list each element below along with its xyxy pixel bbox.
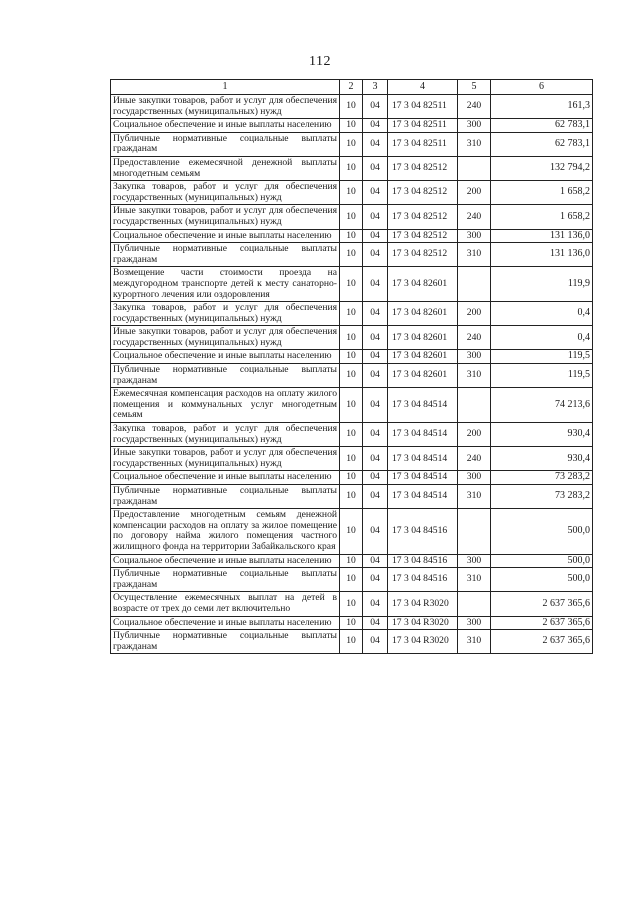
table-row — [111, 243, 593, 267]
row-expense-type — [458, 509, 491, 554]
row-target-code: 17 3 04 82512 — [388, 205, 458, 229]
row-amount: 2 637 365,6 — [491, 616, 593, 630]
row-amount: 1 658,2 — [491, 181, 593, 205]
row-subsection: 04 — [363, 485, 388, 509]
row-target-code: 17 3 04 82511 — [388, 119, 458, 133]
row-target-code: 17 3 04 82511 — [388, 95, 458, 119]
row-expense-type: 300 — [458, 119, 491, 133]
row-subsection: 04 — [363, 95, 388, 119]
row-subsection: 04 — [363, 350, 388, 364]
row-expense-type: 300 — [458, 471, 491, 485]
row-expense-type: 240 — [458, 447, 491, 471]
header-col-2: 2 — [340, 80, 363, 95]
header-row — [111, 80, 593, 95]
row-name: Иные закупки товаров, работ и услуг для обеспечения государственных (муниципальных) нужд — [111, 95, 340, 119]
row-amount: 930,4 — [491, 447, 593, 471]
row-section: 10 — [340, 302, 363, 326]
row-name: Иные закупки товаров, работ и услуг для обеспечения государственных (муниципальных) нужд — [111, 205, 340, 229]
row-name: Социальное обеспечение и иные выплаты населению — [111, 616, 340, 630]
row-expense-type — [458, 156, 491, 180]
row-amount: 131 136,0 — [491, 243, 593, 267]
row-name: Возмещение части стоимости проезда на междугородном транспорте детей к месту санаторно-курортного лечения или оздоровления — [111, 267, 340, 302]
budget-table — [110, 79, 593, 654]
row-amount: 119,5 — [491, 350, 593, 364]
table-row — [111, 447, 593, 471]
table-row — [111, 471, 593, 485]
row-subsection: 04 — [363, 267, 388, 302]
row-amount: 73 283,2 — [491, 471, 593, 485]
row-expense-type: 200 — [458, 423, 491, 447]
row-name: Публичные нормативные социальные выплаты гражданам — [111, 568, 340, 592]
row-name: Публичные нормативные социальные выплаты гражданам — [111, 132, 340, 156]
table-row — [111, 267, 593, 302]
row-expense-type: 310 — [458, 364, 491, 388]
table-row — [111, 485, 593, 509]
row-expense-type: 200 — [458, 302, 491, 326]
table-row — [111, 132, 593, 156]
row-amount: 1 658,2 — [491, 205, 593, 229]
row-section: 10 — [340, 132, 363, 156]
row-name: Публичные нормативные социальные выплаты гражданам — [111, 485, 340, 509]
row-name: Социальное обеспечение и иные выплаты населению — [111, 229, 340, 243]
row-name: Публичные нормативные социальные выплаты гражданам — [111, 630, 340, 654]
row-target-code: 17 3 04 82601 — [388, 350, 458, 364]
row-target-code: 17 3 04 84516 — [388, 509, 458, 554]
row-target-code: 17 3 04 82512 — [388, 243, 458, 267]
row-section: 10 — [340, 95, 363, 119]
table-row — [111, 326, 593, 350]
row-section: 10 — [340, 509, 363, 554]
header-col-3: 3 — [363, 80, 388, 95]
row-subsection: 04 — [363, 471, 388, 485]
row-amount: 62 783,1 — [491, 132, 593, 156]
row-name: Социальное обеспечение и иные выплаты населению — [111, 350, 340, 364]
header-col-1: 1 — [111, 80, 340, 95]
table-row — [111, 302, 593, 326]
row-name: Иные закупки товаров, работ и услуг для обеспечения государственных (муниципальных) нужд — [111, 326, 340, 350]
row-target-code: 17 3 04 84514 — [388, 388, 458, 423]
row-subsection: 04 — [363, 119, 388, 133]
row-target-code: 17 3 04 R3020 — [388, 592, 458, 616]
table-row — [111, 568, 593, 592]
table-header — [111, 80, 593, 95]
row-subsection: 04 — [363, 568, 388, 592]
row-section: 10 — [340, 205, 363, 229]
row-amount: 930,4 — [491, 423, 593, 447]
row-target-code: 17 3 04 84516 — [388, 568, 458, 592]
row-target-code: 17 3 04 R3020 — [388, 630, 458, 654]
row-subsection: 04 — [363, 388, 388, 423]
table-row — [111, 119, 593, 133]
row-target-code: 17 3 04 84514 — [388, 423, 458, 447]
row-expense-type: 310 — [458, 485, 491, 509]
row-subsection: 04 — [363, 616, 388, 630]
row-name: Социальное обеспечение и иные выплаты населению — [111, 554, 340, 568]
row-amount: 119,5 — [491, 364, 593, 388]
row-section: 10 — [340, 616, 363, 630]
row-target-code: 17 3 04 84514 — [388, 485, 458, 509]
row-amount: 500,0 — [491, 568, 593, 592]
row-name: Социальное обеспечение и иные выплаты населению — [111, 119, 340, 133]
row-expense-type: 240 — [458, 95, 491, 119]
row-subsection: 04 — [363, 205, 388, 229]
row-section: 10 — [340, 592, 363, 616]
row-target-code: 17 3 04 82512 — [388, 181, 458, 205]
table-row — [111, 616, 593, 630]
row-expense-type: 310 — [458, 132, 491, 156]
row-subsection: 04 — [363, 592, 388, 616]
row-amount: 2 637 365,6 — [491, 630, 593, 654]
row-target-code: 17 3 04 82512 — [388, 229, 458, 243]
row-expense-type — [458, 388, 491, 423]
row-section: 10 — [340, 471, 363, 485]
row-subsection: 04 — [363, 364, 388, 388]
table-row — [111, 181, 593, 205]
table-row — [111, 388, 593, 423]
row-section: 10 — [340, 350, 363, 364]
row-section: 10 — [340, 181, 363, 205]
header-col-4: 4 — [388, 80, 458, 95]
row-name: Осуществление ежемесячных выплат на детей в возрасте от трех до семи лет включительно — [111, 592, 340, 616]
row-section: 10 — [340, 267, 363, 302]
row-expense-type — [458, 592, 491, 616]
table-row — [111, 364, 593, 388]
row-section: 10 — [340, 119, 363, 133]
row-section: 10 — [340, 229, 363, 243]
row-amount: 2 637 365,6 — [491, 592, 593, 616]
row-section: 10 — [340, 554, 363, 568]
row-target-code: 17 3 04 82512 — [388, 156, 458, 180]
header-col-6: 6 — [491, 80, 593, 95]
row-section: 10 — [340, 485, 363, 509]
row-name: Публичные нормативные социальные выплаты гражданам — [111, 243, 340, 267]
row-subsection: 04 — [363, 509, 388, 554]
row-subsection: 04 — [363, 302, 388, 326]
table-row — [111, 423, 593, 447]
row-name: Предоставление многодетным семьям денежной компенсации расходов на оплату за жилое помещение по договору найма жилого помещения частного жилищного фонда на территории Забайкальского края — [111, 509, 340, 554]
table-row — [111, 554, 593, 568]
row-target-code: 17 3 04 R3020 — [388, 616, 458, 630]
table-row — [111, 229, 593, 243]
row-amount: 73 283,2 — [491, 485, 593, 509]
row-name: Предоставление ежемесячной денежной выплаты многодетным семьям — [111, 156, 340, 180]
row-section: 10 — [340, 423, 363, 447]
row-subsection: 04 — [363, 423, 388, 447]
table-body — [111, 95, 593, 654]
row-amount: 0,4 — [491, 326, 593, 350]
row-expense-type: 300 — [458, 350, 491, 364]
header-col-5: 5 — [458, 80, 491, 95]
row-section: 10 — [340, 388, 363, 423]
row-target-code: 17 3 04 82601 — [388, 364, 458, 388]
row-subsection: 04 — [363, 554, 388, 568]
row-expense-type: 300 — [458, 554, 491, 568]
row-section: 10 — [340, 364, 363, 388]
row-subsection: 04 — [363, 243, 388, 267]
row-amount: 131 136,0 — [491, 229, 593, 243]
row-section: 10 — [340, 447, 363, 471]
row-subsection: 04 — [363, 156, 388, 180]
row-target-code: 17 3 04 82601 — [388, 267, 458, 302]
row-target-code: 17 3 04 84514 — [388, 447, 458, 471]
row-subsection: 04 — [363, 447, 388, 471]
table-row — [111, 630, 593, 654]
table-row — [111, 95, 593, 119]
row-name: Иные закупки товаров, работ и услуг для обеспечения государственных (муниципальных) нужд — [111, 447, 340, 471]
row-section: 10 — [340, 630, 363, 654]
table-row — [111, 509, 593, 554]
row-expense-type: 200 — [458, 181, 491, 205]
row-name: Закупка товаров, работ и услуг для обеспечения государственных (муниципальных) нужд — [111, 423, 340, 447]
row-expense-type: 300 — [458, 616, 491, 630]
row-amount: 161,3 — [491, 95, 593, 119]
table-row — [111, 350, 593, 364]
table-row — [111, 156, 593, 180]
table-row — [111, 592, 593, 616]
row-target-code: 17 3 04 82601 — [388, 302, 458, 326]
row-amount: 119,9 — [491, 267, 593, 302]
row-section: 10 — [340, 156, 363, 180]
row-amount: 500,0 — [491, 554, 593, 568]
row-subsection: 04 — [363, 229, 388, 243]
page-number: 112 — [309, 54, 331, 69]
row-name: Закупка товаров, работ и услуг для обеспечения государственных (муниципальных) нужд — [111, 181, 340, 205]
row-name: Публичные нормативные социальные выплаты гражданам — [111, 364, 340, 388]
row-expense-type: 240 — [458, 326, 491, 350]
row-expense-type: 310 — [458, 243, 491, 267]
row-target-code: 17 3 04 82601 — [388, 326, 458, 350]
row-section: 10 — [340, 243, 363, 267]
row-expense-type: 310 — [458, 568, 491, 592]
row-subsection: 04 — [363, 326, 388, 350]
row-amount: 500,0 — [491, 509, 593, 554]
row-name: Ежемесячная компенсация расходов на оплату жилого помещения и коммунальных услуг многодетным семьям — [111, 388, 340, 423]
row-section: 10 — [340, 326, 363, 350]
row-subsection: 04 — [363, 630, 388, 654]
row-amount: 0,4 — [491, 302, 593, 326]
row-target-code: 17 3 04 84516 — [388, 554, 458, 568]
table-row — [111, 205, 593, 229]
row-target-code: 17 3 04 84514 — [388, 471, 458, 485]
row-name: Социальное обеспечение и иные выплаты населению — [111, 471, 340, 485]
row-name: Закупка товаров, работ и услуг для обеспечения государственных (муниципальных) нужд — [111, 302, 340, 326]
row-subsection: 04 — [363, 181, 388, 205]
row-section: 10 — [340, 568, 363, 592]
row-expense-type — [458, 267, 491, 302]
row-amount: 132 794,2 — [491, 156, 593, 180]
row-amount: 62 783,1 — [491, 119, 593, 133]
row-target-code: 17 3 04 82511 — [388, 132, 458, 156]
row-amount: 74 213,6 — [491, 388, 593, 423]
row-expense-type: 310 — [458, 630, 491, 654]
row-expense-type: 300 — [458, 229, 491, 243]
row-expense-type: 240 — [458, 205, 491, 229]
row-subsection: 04 — [363, 132, 388, 156]
